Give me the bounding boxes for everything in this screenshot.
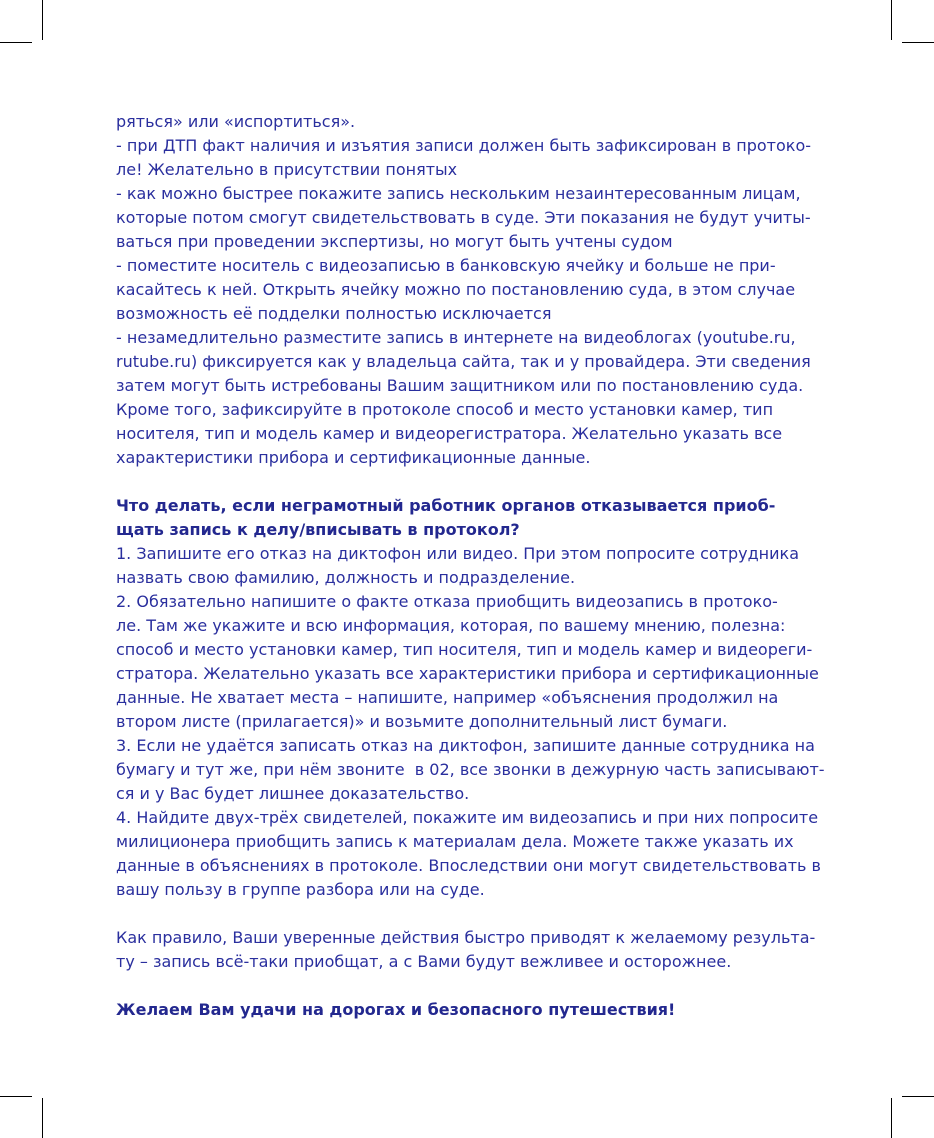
text-line: касайтесь к ней. Открыть ячейку можно по постановлению суда, в этом случае [116, 280, 796, 299]
step-line: назвать свою фамилию, должность и подразделение. [116, 568, 576, 587]
text-line: - при ДТП факт наличия и изъятия записи должен быть зафиксирован в протоко- [116, 136, 812, 155]
closing-wish: Желаем Вам удачи на дорогах и безопасного путешествия! [116, 1000, 676, 1019]
text-line: ваться при проведении экспертизы, но могут быть учтены судом [116, 232, 673, 251]
step-line: бумагу и тут же, при нём звоните в 02, все звонки в дежурную часть записывают- [116, 760, 825, 779]
conclusion [116, 926, 828, 974]
step-line: стратора. Желательно указать все характеристики прибора и сертификационные [116, 664, 819, 683]
step-line: данные в объяснениях в протоколе. Впоследствии они могут свидетельствовать в [116, 856, 821, 875]
intro-tail [116, 110, 828, 470]
step-line: ле. Там же укажите и всю информация, которая, по вашему мнению, полезна: [116, 616, 786, 635]
crop-mark-bottom-right-h [902, 1096, 934, 1097]
conclusion-line: ту – запись всё-таки приобщат, а с Вами будут вежливее и осторожнее. [116, 952, 732, 971]
paragraph-gap [116, 470, 828, 494]
heading-line: щать запись к делу/вписывать в протокол? [116, 520, 520, 539]
text-line: ряться» или «испортиться». [116, 112, 356, 131]
text-line: Кроме того, зафиксируйте в протоколе способ и место установки камер, тип [116, 400, 774, 419]
paragraph-gap [116, 902, 828, 926]
step-line: милиционера приобщить запись к материалам дела. Можете также указать их [116, 832, 794, 851]
crop-mark-bottom-right [891, 1098, 892, 1138]
step-line: 3. Если не удаётся записать отказ на диктофон, запишите данные сотрудника на [116, 736, 815, 755]
text-line: затем могут быть истребованы Вашим защитником или по постановлению суда. [116, 376, 804, 395]
crop-mark-top-left-h [0, 42, 32, 43]
step-line: втором листе (прилагается)» и возьмите дополнительный лист бумаги. [116, 712, 728, 731]
text-line: - как можно быстрее покажите запись нескольким незаинтересованным лицам, [116, 184, 801, 203]
step-line: ся и у Вас будет лишнее доказательство. [116, 784, 470, 803]
step-line: 1. Запишите его отказ на диктофон или видео. При этом попросите сотрудника [116, 544, 800, 563]
crop-mark-top-right [891, 0, 892, 40]
text-line: - поместите носитель с видеозаписью в банковскую ячейку и больше не при- [116, 256, 776, 275]
conclusion-line: Как правило, Ваши уверенные действия быстро приводят к желаемому результа- [116, 928, 816, 947]
text-line: возможность её подделки полностью исключается [116, 304, 552, 323]
text-line: носителя, тип и модель камер и видеорегистратора. Желательно указать все [116, 424, 783, 443]
document-page [116, 110, 828, 1022]
heading-line: Что делать, если неграмотный работник органов отказывается приоб- [116, 496, 776, 515]
step-line: данные. Не хватает места – напишите, например «объяснения продолжил на [116, 688, 779, 707]
text-line: rutube.ru) фиксируется как у владельца сайта, так и у провайдера. Эти сведения [116, 352, 811, 371]
crop-mark-top-right-h [902, 42, 934, 43]
text-line: - незамедлительно разместите запись в интернете на видеоблогах (youtube.ru, [116, 328, 796, 347]
text-line: ле! Желательно в присутствии понятых [116, 160, 458, 179]
step-line: вашу пользу в группе разбора или на суде. [116, 880, 485, 899]
paragraph-gap [116, 974, 828, 998]
crop-mark-bottom-left-h [0, 1096, 32, 1097]
step-line: способ и место установки камер, тип носителя, тип и модель камер и видеореги- [116, 640, 813, 659]
step-line: 2. Обязательно напишите о факте отказа приобщить видеозапись в протоко- [116, 592, 778, 611]
crop-mark-bottom-left [42, 1098, 43, 1138]
step-line: 4. Найдите двух-трёх свидетелей, покажите им видеозапись и при них попросите [116, 808, 819, 827]
crop-mark-top-left [42, 0, 43, 40]
text-line: которые потом смогут свидетельствовать в суде. Эти показания не будут учиты- [116, 208, 811, 227]
section-heading [116, 494, 828, 542]
text-line: характеристики прибора и сертификационные данные. [116, 448, 591, 467]
steps-list [116, 542, 828, 902]
